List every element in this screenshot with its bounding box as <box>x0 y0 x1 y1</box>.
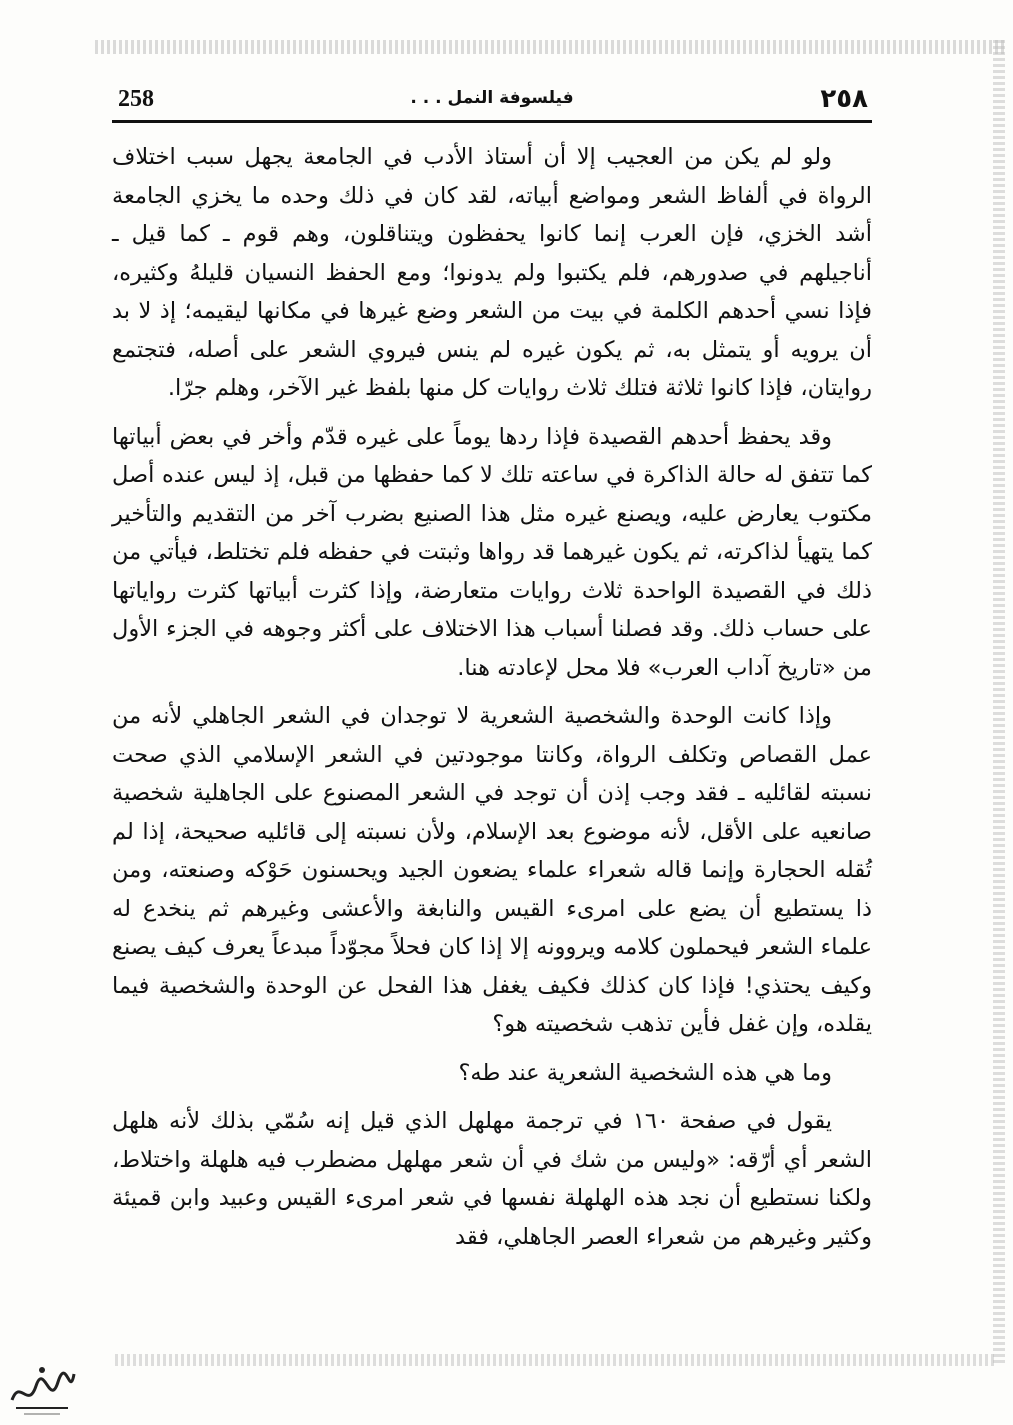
page-number-latin: 258 <box>118 86 154 112</box>
running-title: فيلسوفة النمل . . . <box>410 88 574 108</box>
page-number-arabic: ٢٥٨ <box>820 84 868 114</box>
paragraph: ولو لم يكن من العجيب إلا أن أستاذ الأدب في الجامعة يجهل سبب اختلاف الرواة في ألفاظ الشعر ومواضع أبياته، لقد كان في ذلك وحده ما يخزي الجامعة أشد الخزي، فإن العرب إنما كانوا يحفظون ويتناقلون، وهم قوم ـ كما قيل ـ أناجيلهم في صدورهم، فلم يكتبوا ولم يدونوا؛ ومع الحفظ النسيان قليلهُ وكثيره، فإذا نسي أحدهم الكلمة في بيت من الشعر وضع غيرها في مكانها ليقيمه؛ إذ لا بد أن يرويه أو يتمثل به، ثم يكون غيره لم ينس فيروي الشعر على أصله، فتجتمع روايتان، فإذا كانوا ثلاثة فتلك ثلاث روايات كل منها بلفظ غير الآخر، وهلم جرّا. <box>112 144 872 401</box>
page-header <box>112 86 872 123</box>
paragraph: وإذا كانت الوحدة والشخصية الشعرية لا توجدان في الشعر الجاهلي لأنه من عمل القصاص وتكلف الرواة، وكانتا موجودتين في الشعر الإسلامي الذي صحت نسبته لقائليه ـ فقد وجب إذن أن توجد في الشعر المصنوع على الجاهلية شخصية صانعيه على الأقل، لأنه موضوع بعد الإسلام، ولأن نسبته إلى قائليه صحيحة، إذا لم تُقله الحجارة وإنما قاله شعراء علماء يضعون الجيد ويحسنون حَوْكه وصنعته، ومن ذا يستطيع أن يضع على امرىء القيس والنابغة والأعشى وغيرهم ثم ينخدع له علماء الشعر فيحملون كلامه ويروونه إلا إذا كان فحلاً مجوّداً مبدعاً يعرف كيف يصنع وكيف يحتذي! فإذا كان كذلك فكيف يغفل هذا الفحل عن الوحدة والشخصية فيما يقلده، وإن غفل فأين تذهب شخصيته هو؟ <box>112 703 872 1037</box>
top-ornament-border <box>95 40 1005 54</box>
body-text <box>112 138 872 1266</box>
right-ornament-border <box>993 40 1005 1365</box>
paragraph: وما هي هذه الشخصية الشعرية عند طه؟ <box>458 1059 832 1086</box>
paragraph: وقد يحفظ أحدهم القصيدة فإذا ردها يوماً على غيره قدّم وأخر في بعض أبياتها كما تتفق له حالة الذاكرة في ساعته تلك لا كما حفظها من قبل، إذ ليس عنده أصل مكتوب يعارض عليه، ويصنع غيره مثل هذا الصنيع بضرب آخر من التقديم والتأخير كما يتهيأ لذاكرته، ثم يكون غيرهما قد رواها وثبتت في حفظه فلم تختلط، فيأتي من ذلك في القصيدة الواحدة ثلاث روايات متعارضة، وإذا كثرت أبياتها كثرت رواياتها على حساب ذلك. وقد فصلنا أسباب هذا الاختلاف على أكثر وجوهه في الجزء الأول من «تاريخ آداب العرب» فلا محل لإعادته هنا. <box>112 423 872 681</box>
calligraphy-stamp-icon <box>6 1360 78 1418</box>
paragraph: يقول في صفحة ١٦٠ في ترجمة مهلهل الذي قيل إنه سُمّي بذلك لأنه هلهل الشعر أي أرّقه: «وليس من شك في أن شعر مهلهل مضطرب فيه هلهلة واختلاط، ولكنا نستطيع أن نجد هذه الهلهلة نفسها في شعر امرىء القيس وعبيد وابن قميئة وكثير وغيرهم من شعراء العصر الجاهلي، فقد <box>112 1108 872 1250</box>
bottom-ornament-border <box>115 1354 995 1366</box>
